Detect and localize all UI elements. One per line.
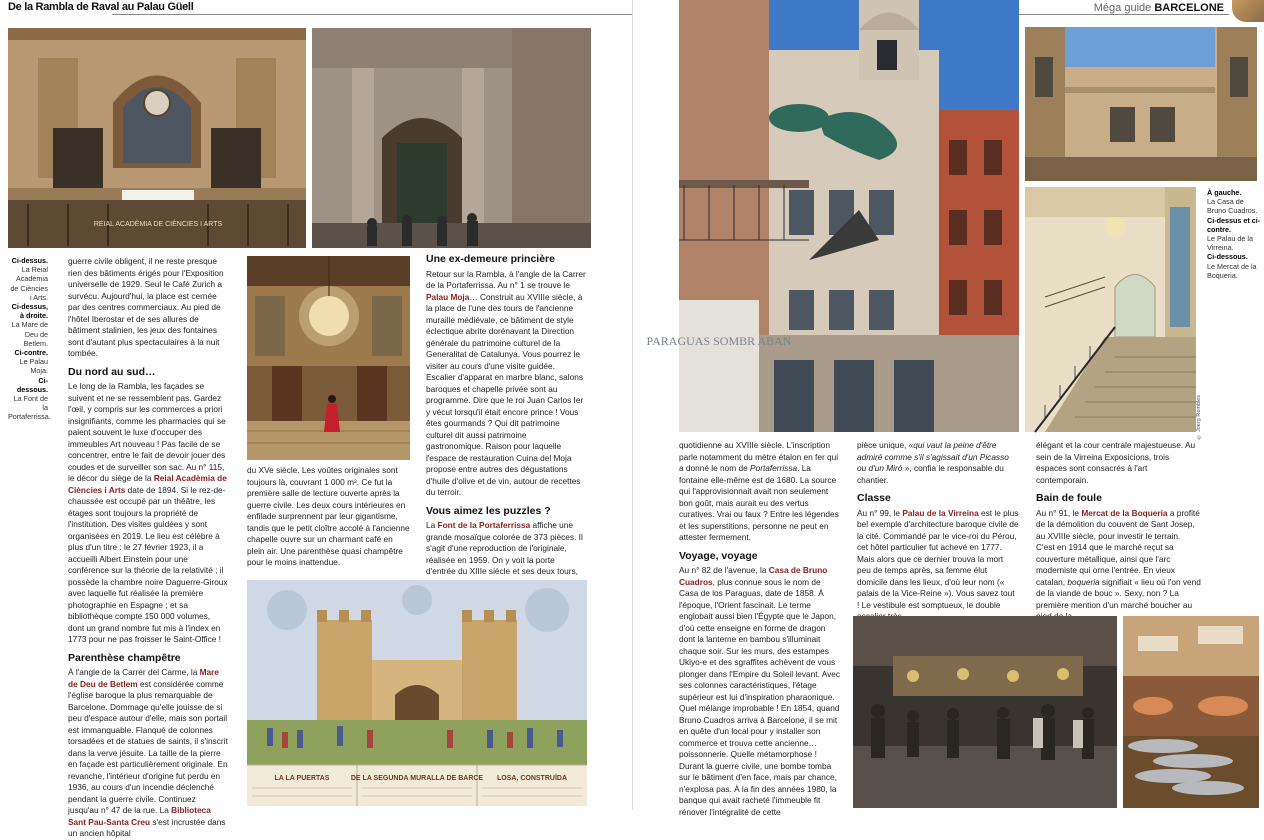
- subheading-demeure: Une ex-demeure princière: [426, 253, 555, 265]
- header-rule: [112, 14, 632, 15]
- paragraph: du XVe siècle. Les voûtes originales sont toujours là, couvrant 1 000 m². Ce fut la première salle de lecture ouverte après la guerre civile. Les deux cours intérieures en enfilade surprennent par leur gigantisme, tandis que le petit cloître accolé à l'ancienne chapelle ouvre sur un charmant café en plein air. Une parenthèse quasi champêtre pour le moins inattendue.: [247, 465, 410, 567]
- photo-boqueria-market: [853, 616, 1117, 808]
- running-head-right: [1094, 2, 1224, 14]
- caption-label: Ci-contre.: [14, 348, 48, 358]
- paragraph: À l'angle de la Carrer del Carme, la Mare de Deu de Betlem est considérée comme l'église baroque la plus remarquable de Barcelone. Dommage qu'elle jouisse de si peu d'espace autour d'elle, mais son portail est immanquable. Flanqué de colonnes torsadées et de statues de saints, il s'inscrit dans la verve jésuite. La taille de la pierre en façade est particulièrement originale. En revanche, l'intérieur d'origine fut perdu en 1936, au cours d'un incendie déclenché pendant la guerre civile. Continuez jusqu'au n° 47 de la rue. La Biblioteca Sant Pau-Santa Creu s'est incrustée dans un ancien hôpital: [68, 667, 228, 838]
- article-column-5: [857, 440, 1019, 623]
- paragraph: Le long de la Rambla, les façades se suivent et ne se ressemblent pas. Gardez l'œil, y compris sur les commerces a priori insignifiants, comme les pharmacies qui se paient souvent le luxe d'occuper des immeubles Art nouveau ! Pas facile de se concentrer, entre le fait de devoir jouer des coudes et de surveiller son sac. Au n° 115, le décor du siège de la Reial Acadèmia de Ciències i Arts date de 1894. Si le rez-de-chaussée est occupé par un théâtre, les étages sont toujours la propriété de l'institution. Des visites guidées y sont organisées en 2019. Le lieu est célèbre à plus d'un titre : le 27 février 1923, il a accueilli Albert Einstein pour une conférence sur la théorie de la relativité ; il possède la chambre noire Daguerre-Giroux avec laquelle fut réalisée la première photographie en Espagne ; et sa bibliothèque compte 150 000 volumes, dont un grand nombre fut mis à l'index en 1773 pour ne pas froisser le Saint-Office !: [68, 381, 228, 644]
- paragraph: quotidienne au XVIIIe siècle. L'inscription parle notamment du mètre étalon en fer qui a donné le nom de Portaferrissa. La fontaine elle-même est de 1680. La source qui l'approvisionnait avait non seulement bon goût, mais aurait eu des vertus curatives. Vrai ou faux ? Entre les légendes et les superstitions, personne ne peut en attester fermement.: [679, 440, 839, 542]
- place-name: Mare de Deu de Betlem: [68, 667, 220, 689]
- subheading-classe: Classe: [857, 492, 891, 504]
- caption-text: Le Palau de la Virreina.: [1207, 234, 1253, 253]
- photo-boqueria-fish: [1123, 616, 1259, 808]
- paragraph: Retour sur la Rambla, à l'angle de la Carrer de la Portaferrissa. Au n° 1 se trouve le Palau Moja… Construit au XVIIIe siècle, à la place de l'une des tours de l'ancienne muraille médiévale, ce bâtiment de style éclectique abrite dorénavant la Direction générale du patrimoine culturel de la Generalitat de Catalunya. Vous pourrez le visiter au cours d'une visite guidée. Escalier d'apparat en marbre blanc, salons baroques et chapelle privée sont au programme. Dire que le roi Juan Carlos Ier y vécut lorsqu'il était encore prince ! Vous êtes gourmands ? Qui dit patrimoine culturel dit aussi patrimoine gastronomique. Raison pour laquelle l'espace de restauration Cuina del Moja propose entre autres des dégustations d'huile d'olive et de vin, autour de recettes du terroir.: [426, 268, 586, 497]
- right-page: [632, 0, 1264, 817]
- article-column-6: [1036, 440, 1201, 623]
- tile-inscription-a: LA LA PUERTAS: [274, 775, 330, 782]
- left-page: [0, 0, 632, 838]
- tile-inscription-b: DE LA SEGUNDA MURALLA DE BARCE: [350, 775, 484, 782]
- place-name: Biblioteca Sant Pau-Santa Creu: [68, 805, 211, 827]
- article-column-2: [247, 465, 410, 569]
- caption-label: Ci-dessus et ci-contre.: [1207, 215, 1261, 234]
- subheading-voyage: Voyage, voyage: [679, 549, 758, 562]
- caption-text: La Mare de Deu de Betlem.: [11, 320, 48, 348]
- academia-inscription: REIAL ACADÈMIA DE CIÈNCIES I ARTS: [93, 221, 223, 228]
- place-name: Reial Acadèmia de Ciències i Arts: [68, 473, 227, 495]
- caption-label: À gauche.: [1207, 188, 1242, 197]
- captions-left: [8, 256, 51, 422]
- paragraph: élégant et la cour centrale majestueuse. Au sein de la Virreina Exposicions, trois espaces sont consacrés à l'art contemporain.: [1036, 440, 1196, 485]
- place-name: Mercat de la Boqueria: [1081, 507, 1168, 518]
- subheading-bain-foule: Bain de foule: [1036, 492, 1102, 504]
- captions-right: [1207, 188, 1261, 280]
- corner-badge: [1232, 0, 1264, 22]
- photo-virreina-courtyard: [1025, 27, 1257, 181]
- paragraph: pièce unique, «qui vaut la peine d'être admiré comme s'il s'agissait d'un Picasso ou d'un Miró », confia le responsable du chantier.: [857, 440, 1009, 485]
- photo-casa-bruno-cuadros: [646, 0, 1019, 432]
- place-name: Palau Moja: [426, 291, 470, 302]
- paragraph: guerre civile obligent, il ne reste presque rien des bâtiments érigés pour l'Exposition universelle de 1929. Seul le Café Zurich a survécu. Aujourd'hui, la place est cernée par des centres commerciaux. Au pied de l'hôtel Iberostar et de ses allures de bâtiment stalinien, les jeux des fontaines sont d'autant plus spectaculaires à la nuit tombée.: [68, 256, 224, 358]
- caption-label: Ci-dessus, à droite.: [11, 302, 48, 321]
- article-column-4: [679, 440, 841, 818]
- paragraph: Au n° 99, le Palau de la Virreina est le plus bel exemple d'architecture baroque civile de la cité. Commandé par le vice-roi du Pérou, cet hôtel particulier fut achevé en 1777. Mais alors que ce dernier trouva la mort peu de temps après, sa femme élut domicile dans les lieux, d'où leur nom (« palais de la Vice-Reine »). Vous savez tout ! Le vestibule est somptueux, le double: [857, 507, 1019, 610]
- caption-label: Ci-dessous.: [1207, 252, 1248, 262]
- photo-credit: © Joerg Rembles: [1196, 395, 1202, 440]
- place-name: Casa de Bruno Cuadros: [679, 565, 828, 587]
- photo-reial-academia: [8, 28, 306, 248]
- article-column-1: [68, 256, 228, 840]
- caption-text: La Casa de Bruno Cuadros.: [1207, 197, 1258, 216]
- paragraph: La Font de la Portaferrissa affiche une grande mosaïque colorée de 373 pièces. Il s'agit d'une reproduction de l'originale, réalisée en 1959. On y voit la porte d'entrée du XIIIe siècle et ses deux tours,: [426, 520, 583, 576]
- caption-text: La Reial Acadèmia de Ciències i Arts.: [10, 265, 48, 302]
- caption-text: Le Mercat de la Boqueria.: [1207, 261, 1257, 280]
- caption-label: Ci-dessus.: [11, 256, 48, 265]
- running-head-left: De la Rambla de Raval au Palau Güell: [8, 1, 194, 13]
- paragraph: Au n° 91, le Mercat de la Boqueria a profité de la démolition du couvent de Sant Josep, au XVIIIe siècle, pour investir le terrain. C'est en 1914 que le marché reçut sa couverture métallique, ainsi que l'arc moderniste qui orne l'entrée. En vieux catalan, boqueria signifiait « lieu où l'on vend de la viande de bouc ». Sexy, non ? La première mention d'un marché boucher au: [1036, 507, 1201, 610]
- cuadros-sign-text: PARAGUAS SOMBR ABAN: [646, 334, 792, 348]
- guide-label: Méga guide: [1093, 2, 1152, 14]
- tile-inscription-c: LOSA, CONSTRUÏDA: [497, 775, 567, 782]
- photo-palau-moja: [247, 256, 410, 460]
- subheading-nord-sud: Du nord au sud…: [68, 365, 156, 378]
- place-name: Font de la Portaferrissa: [437, 520, 531, 530]
- article-column-3: [426, 254, 586, 589]
- caption-label: Ci-dessous.: [16, 375, 48, 394]
- caption-text: La Font de la Portaferrissa.: [8, 394, 51, 422]
- guide-city: BARCELONE: [1154, 2, 1224, 14]
- photo-virreina-staircase: [1025, 187, 1196, 432]
- caption-text: Le Palau Moja.: [19, 357, 48, 376]
- subheading-parenthese: Parenthèse champêtre: [68, 651, 181, 664]
- place-name: Palau de la Virreina: [902, 507, 979, 518]
- photo-betlem-church: [312, 28, 591, 248]
- header-rule: [1019, 14, 1229, 15]
- paragraph: Au n° 82 de l'avenue, la Casa de Bruno Cuadros, plus connue sous le nom de Casa de los Paraguas, date de 1858. À l'époque, l'Orient fascinait. Le terme englobait aussi bien l'Égypte que le Japon, d'où cette enseigne en forme de dragon dont la lanterne en bambou s'illuminait chaque soir. Sur les murs, des estampes Ukiyo-e et des sgraffites achèvent de vous plonger dans l'Empire du Soleil levant. Avec ses colonnes caractéristiques, l'étage supérieur est lui d'inspiration pharaonique. Quel mélange improbable ! En 1854, quand Bruno Cuadros arriva à Barcelone, il se mit en quête d'un local pour y installer son commerce et trouva cette ancienne… poissonnerie. Quelle métamorphose ! Durant la guerre civile, une bombe tomba sur le bâtiment d'en face, mais par chance, n'explosa pas. À la fin des années 1980, la banque qui avait racheté l'immeuble fit rénover l'intégralité de cette: [679, 565, 841, 817]
- photo-font-portaferrissa: [247, 580, 587, 806]
- subheading-puzzles: Vous aimez les puzzles ?: [426, 504, 551, 517]
